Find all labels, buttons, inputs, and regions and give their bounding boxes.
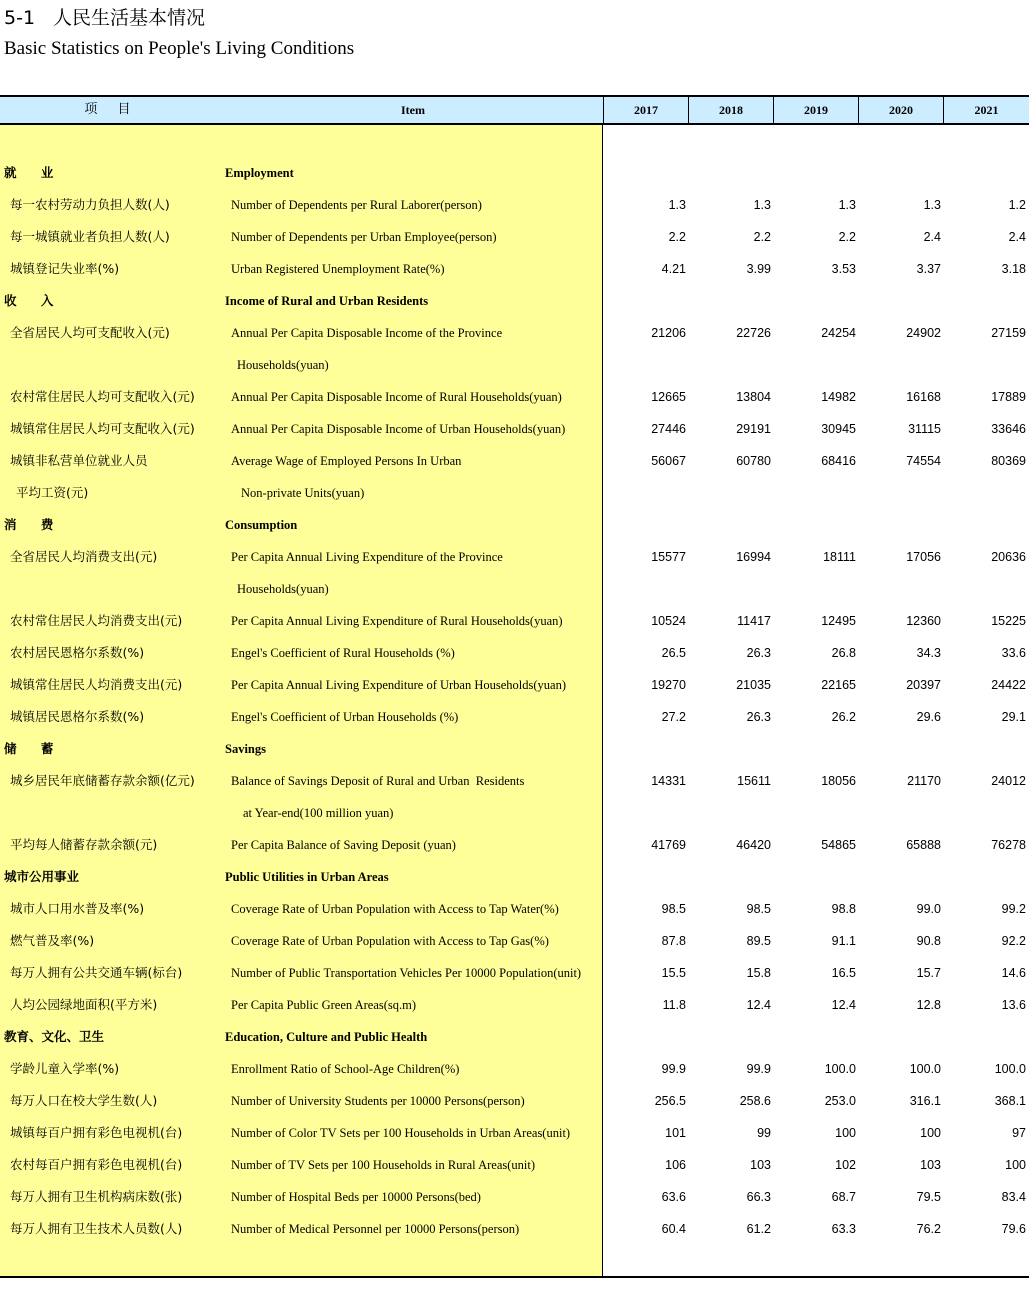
row-label-cn: 农村常住居民人均消费支出(元)	[10, 613, 183, 628]
cell-2017: 99.9	[661, 1062, 686, 1076]
row-label-en: Coverage Rate of Urban Population with Access to Tap Gas(%)	[231, 934, 549, 948]
table-row	[0, 637, 1029, 669]
cell-2021: 2.4	[1008, 230, 1026, 244]
cell-2020: 79.5	[916, 1190, 941, 1204]
cell-2021: 27159	[991, 326, 1026, 340]
cell-2017: 4.21	[661, 262, 686, 276]
cell-2017: 15577	[651, 550, 686, 564]
section-row-utilities	[0, 861, 1029, 893]
row-label-en: Per Capita Annual Living Expenditure of Urban Households(yuan)	[231, 678, 566, 692]
cell-2018: 13804	[736, 390, 771, 404]
cell-2017: 15.5	[661, 966, 686, 980]
cell-2018: 61.2	[746, 1222, 771, 1236]
cell-2018: 98.5	[746, 902, 771, 916]
cell-2018: 21035	[736, 678, 771, 692]
section-title-en: Income of Rural and Urban Residents	[225, 294, 429, 308]
cell-2019: 2.2	[838, 230, 856, 244]
table-row	[0, 669, 1029, 701]
row-label-cn: 学龄儿童入学率(%)	[10, 1061, 120, 1076]
cell-2020: 15.7	[916, 966, 941, 980]
section-title-cn: 就 业	[4, 165, 64, 180]
cell-2018: 15.8	[746, 966, 771, 980]
row-label-en: Annual Per Capita Disposable Income of the Province	[231, 326, 503, 340]
row-label-en: Number of Medical Personnel per 10000 Persons(person)	[231, 1222, 520, 1236]
cell-2017: 27.2	[661, 710, 686, 724]
section-title-cn: 收 入	[4, 293, 64, 308]
cell-2018: 60780	[736, 454, 771, 468]
table-row	[0, 317, 1029, 349]
row-label-cn: 全省居民人均可支配收入(元)	[10, 325, 170, 340]
cell-2018: 66.3	[746, 1190, 771, 1204]
table-row	[0, 701, 1029, 733]
cell-2021: 368.1	[994, 1094, 1026, 1108]
table-row-continuation	[0, 573, 1029, 605]
cell-2017: 63.6	[661, 1190, 686, 1204]
table-row	[0, 1085, 1029, 1117]
cell-2019: 54865	[821, 838, 856, 852]
row-label-en: Coverage Rate of Urban Population with Access to Tap Water(%)	[231, 902, 559, 916]
cell-2017: 19270	[651, 678, 686, 692]
cell-2020: 65888	[906, 838, 941, 852]
cell-2019: 26.2	[831, 710, 856, 724]
cell-2017: 21206	[651, 326, 686, 340]
row-label-cn: 城市人口用水普及率(%)	[10, 901, 145, 916]
row-label-cn: 城镇常住居民人均消费支出(元)	[10, 677, 183, 692]
cell-2021: 24422	[991, 678, 1026, 692]
cell-2018: 2.2	[753, 230, 771, 244]
cell-2020: 16168	[906, 390, 941, 404]
cell-2021: 1.2	[1008, 198, 1026, 212]
cell-2021: 100	[1005, 1158, 1026, 1172]
cell-2021: 80369	[991, 454, 1026, 468]
cell-2020: 100	[920, 1126, 941, 1140]
header-year-2017: 2017	[603, 97, 688, 123]
row-label-en: Per Capita Public Green Areas(sq.m)	[231, 998, 417, 1012]
cell-2020: 17056	[906, 550, 941, 564]
table-row	[0, 221, 1029, 253]
section-row-education	[0, 1021, 1029, 1053]
cell-2021: 33646	[991, 422, 1026, 436]
row-label-cn: 城乡居民年底储蓄存款余额(亿元)	[10, 773, 195, 788]
row-label-en: Annual Per Capita Disposable Income of Rural Households(yuan)	[231, 390, 562, 404]
row-label-cn: 燃气普及率(%)	[10, 933, 95, 948]
cell-2019: 102	[835, 1158, 856, 1172]
row-label-en: Per Capita Annual Living Expenditure of the Province	[231, 550, 503, 564]
cell-2017: 60.4	[661, 1222, 686, 1236]
row-label-cn: 人均公园绿地面积(平方米)	[10, 997, 158, 1012]
cell-2021: 13.6	[1001, 998, 1026, 1012]
section-title-cn: 消 费	[4, 517, 64, 532]
table-row-continuation	[0, 349, 1029, 381]
cell-2020: 12.8	[916, 998, 941, 1012]
section-title-en: Education, Culture and Public Health	[225, 1030, 428, 1044]
cell-2018: 89.5	[746, 934, 771, 948]
section-title-en: Consumption	[225, 518, 298, 532]
cell-2018: 22726	[736, 326, 771, 340]
cell-2019: 12495	[821, 614, 856, 628]
cell-2020: 12360	[906, 614, 941, 628]
section-title-cn: 教育、文化、卫生	[4, 1029, 105, 1044]
cell-2021: 14.6	[1001, 966, 1026, 980]
cell-2018: 3.99	[746, 262, 771, 276]
header-year-2019: 2019	[773, 97, 858, 123]
cell-2019: 14982	[821, 390, 856, 404]
section-title-en: Savings	[225, 742, 266, 756]
row-label-cn-continued: 平均工资(元)	[16, 485, 89, 500]
table-row-continuation	[0, 797, 1029, 829]
cell-2017: 1.3	[668, 198, 686, 212]
row-label-en-continued: at Year-end(100 million yuan)	[243, 806, 394, 820]
cell-2020: 76.2	[916, 1222, 941, 1236]
cell-2020: 90.8	[916, 934, 941, 948]
cell-2019: 63.3	[831, 1222, 856, 1236]
cell-2020: 1.3	[923, 198, 941, 212]
table-row	[0, 1149, 1029, 1181]
row-label-en: Enrollment Ratio of School-Age Children(%)	[231, 1062, 460, 1076]
cell-2021: 20636	[991, 550, 1026, 564]
cell-2019: 18056	[821, 774, 856, 788]
cell-2020: 20397	[906, 678, 941, 692]
cell-2021: 100.0	[994, 1062, 1026, 1076]
cell-2019: 12.4	[831, 998, 856, 1012]
table-row	[0, 893, 1029, 925]
header-year-2020: 2020	[858, 97, 943, 123]
table-row	[0, 253, 1029, 285]
section-row-employment	[0, 157, 1029, 189]
cell-2017: 98.5	[661, 902, 686, 916]
cell-2020: 29.6	[916, 710, 941, 724]
table-row	[0, 605, 1029, 637]
cell-2017: 256.5	[654, 1094, 686, 1108]
cell-2017: 106	[665, 1158, 686, 1172]
table-row	[0, 381, 1029, 413]
row-label-en: Annual Per Capita Disposable Income of Urban Households(yuan)	[231, 422, 566, 436]
row-label-en: Number of University Students per 10000 Persons(person)	[231, 1094, 525, 1108]
cell-2021: 17889	[991, 390, 1026, 404]
cell-2017: 101	[665, 1126, 686, 1140]
cell-2020: 24902	[906, 326, 941, 340]
row-label-en: Number of Hospital Beds per 10000 Persons(bed)	[231, 1190, 481, 1204]
cell-2021: 92.2	[1001, 934, 1026, 948]
cell-2020: 316.1	[909, 1094, 941, 1108]
cell-2019: 98.8	[831, 902, 856, 916]
section-row-savings	[0, 733, 1029, 765]
cell-2020: 100.0	[909, 1062, 941, 1076]
table-row	[0, 1181, 1029, 1213]
row-label-en: Balance of Savings Deposit of Rural and Urban Residents	[231, 774, 525, 788]
cell-2018: 103	[750, 1158, 771, 1172]
table-row	[0, 957, 1029, 989]
table-row	[0, 445, 1029, 477]
cell-2019: 18111	[823, 550, 856, 564]
row-label-cn: 农村每百户拥有彩色电视机(台)	[10, 1157, 183, 1172]
table-row	[0, 413, 1029, 445]
page-title-cn	[4, 4, 205, 32]
cell-2020: 74554	[906, 454, 941, 468]
table-row-continuation	[0, 477, 1029, 509]
section-row-income	[0, 285, 1029, 317]
cell-2020: 21170	[907, 774, 941, 788]
cell-2018: 16994	[736, 550, 771, 564]
cell-2017: 26.5	[661, 646, 686, 660]
cell-2019: 68.7	[831, 1190, 856, 1204]
cell-2018: 26.3	[746, 710, 771, 724]
cell-2018: 11417	[737, 614, 771, 628]
cell-2017: 87.8	[661, 934, 686, 948]
table-header	[0, 95, 1029, 125]
cell-2018: 258.6	[739, 1094, 771, 1108]
cell-2018: 26.3	[746, 646, 771, 660]
row-label-cn: 农村常住居民人均可支配收入(元)	[10, 389, 195, 404]
table-row	[0, 1053, 1029, 1085]
section-row-consumption	[0, 509, 1029, 541]
row-label-en: Average Wage of Employed Persons In Urban	[231, 454, 462, 468]
cell-2018: 15611	[737, 774, 771, 788]
cell-2019: 22165	[821, 678, 856, 692]
cell-2019: 68416	[821, 454, 856, 468]
header-year-2021: 2021	[943, 97, 1029, 123]
cell-2021: 15225	[991, 614, 1026, 628]
cell-2017: 10524	[651, 614, 686, 628]
cell-2017: 27446	[651, 422, 686, 436]
cell-2020: 103	[920, 1158, 941, 1172]
header-item-cn: 项 目	[0, 97, 223, 123]
table-number: 5-1	[4, 7, 36, 29]
cell-2021: 29.1	[1001, 710, 1026, 724]
cell-2021: 99.2	[1001, 902, 1026, 916]
cell-2021: 97	[1012, 1126, 1026, 1140]
row-label-en: Number of Dependents per Urban Employee(person)	[231, 230, 497, 244]
section-title-en: Public Utilities in Urban Areas	[225, 870, 389, 884]
cell-2018: 29191	[736, 422, 771, 436]
row-label-cn: 城镇非私营单位就业人员	[10, 453, 148, 468]
cell-2018: 12.4	[746, 998, 771, 1012]
row-label-en: Engel's Coefficient of Rural Households (%)	[231, 646, 455, 660]
row-label-cn: 平均每人储蓄存款余额(元)	[10, 837, 158, 852]
row-label-en-continued: Households(yuan)	[237, 582, 329, 596]
row-label-en-continued: Households(yuan)	[237, 358, 329, 372]
cell-2019: 26.8	[831, 646, 856, 660]
page-title-en: Basic Statistics on People's Living Conditions	[4, 38, 355, 59]
row-label-en-continued: Non-private Units(yuan)	[241, 486, 365, 500]
cell-2021: 76278	[991, 838, 1026, 852]
cell-2019: 91.1	[831, 934, 856, 948]
cell-2019: 253.0	[824, 1094, 856, 1108]
cell-2017: 12665	[651, 390, 686, 404]
row-label-en: Per Capita Balance of Saving Deposit (yuan)	[231, 838, 456, 852]
cell-2018: 1.3	[753, 198, 771, 212]
table-row	[0, 1213, 1029, 1245]
cell-2020: 99.0	[916, 902, 941, 916]
cell-2017: 41769	[651, 838, 686, 852]
cell-2017: 56067	[651, 454, 686, 468]
cell-2021: 79.6	[1001, 1222, 1026, 1236]
row-label-en: Number of Dependents per Rural Laborer(person)	[231, 198, 482, 212]
cell-2020: 3.37	[916, 262, 941, 276]
cell-2018: 99.9	[746, 1062, 771, 1076]
table-row	[0, 1117, 1029, 1149]
row-label-cn: 城镇每百户拥有彩色电视机(台)	[10, 1125, 183, 1140]
section-title-en: Employment	[225, 166, 294, 180]
section-title-cn: 储 蓄	[4, 741, 64, 756]
table-row	[0, 925, 1029, 957]
header-item-en: Item	[223, 97, 603, 123]
cell-2019: 3.53	[831, 262, 856, 276]
cell-2019: 30945	[821, 422, 856, 436]
row-label-cn: 农村居民恩格尔系数(%)	[10, 645, 145, 660]
cell-2021: 24012	[991, 774, 1026, 788]
row-label-cn: 每万人拥有卫生机构病床数(张)	[10, 1189, 183, 1204]
row-label-cn: 城镇居民恩格尔系数(%)	[10, 709, 145, 724]
row-label-en: Number of Color TV Sets per 100 Households in Urban Areas(unit)	[231, 1126, 571, 1140]
table-row	[0, 189, 1029, 221]
row-label-cn: 每一城镇就业者负担人数(人)	[10, 229, 170, 244]
row-label-en: Urban Registered Unemployment Rate(%)	[231, 262, 445, 276]
table-row	[0, 541, 1029, 573]
statistics-table	[0, 95, 1029, 1278]
row-label-cn: 城镇常住居民人均可支配收入(元)	[10, 421, 195, 436]
row-label-cn: 每一农村劳动力负担人数(人)	[10, 197, 170, 212]
row-label-cn: 每万人拥有公共交通车辆(标台)	[10, 965, 183, 980]
row-label-en: Number of TV Sets per 100 Households in Rural Areas(unit)	[231, 1158, 536, 1172]
row-label-cn: 每万人口在校大学生数(人)	[10, 1093, 158, 1108]
cell-2017: 11.8	[662, 998, 686, 1012]
row-label-en: Per Capita Annual Living Expenditure of Rural Households(yuan)	[231, 614, 563, 628]
table-row	[0, 765, 1029, 797]
cell-2019: 24254	[821, 326, 856, 340]
table-row	[0, 829, 1029, 861]
cell-2021: 3.18	[1001, 262, 1026, 276]
row-label-cn: 全省居民人均消费支出(元)	[10, 549, 158, 564]
cell-2018: 46420	[736, 838, 771, 852]
cell-2020: 34.3	[916, 646, 941, 660]
cell-2020: 2.4	[923, 230, 941, 244]
header-year-2018: 2018	[688, 97, 773, 123]
cell-2017: 2.2	[668, 230, 686, 244]
section-title-cn: 城市公用事业	[4, 869, 80, 884]
row-label-cn: 每万人拥有卫生技术人员数(人)	[10, 1221, 183, 1236]
cell-2021: 33.6	[1001, 646, 1026, 660]
row-label-cn: 城镇登记失业率(%)	[10, 261, 120, 276]
cell-2019: 1.3	[838, 198, 856, 212]
row-label-en: Number of Public Transportation Vehicles Per 10000 Population(unit)	[231, 966, 582, 980]
table-row	[0, 989, 1029, 1021]
cell-2017: 14331	[651, 774, 686, 788]
cell-2019: 16.5	[831, 966, 856, 980]
cell-2021: 83.4	[1001, 1190, 1026, 1204]
cell-2018: 99	[757, 1126, 771, 1140]
cell-2019: 100	[835, 1126, 856, 1140]
cell-2020: 31115	[908, 422, 941, 436]
title-chinese: 人民生活基本情况	[53, 7, 206, 29]
table-bottom-rule	[0, 1276, 1029, 1278]
cell-2019: 100.0	[824, 1062, 856, 1076]
row-label-en: Engel's Coefficient of Urban Households (%)	[231, 710, 459, 724]
